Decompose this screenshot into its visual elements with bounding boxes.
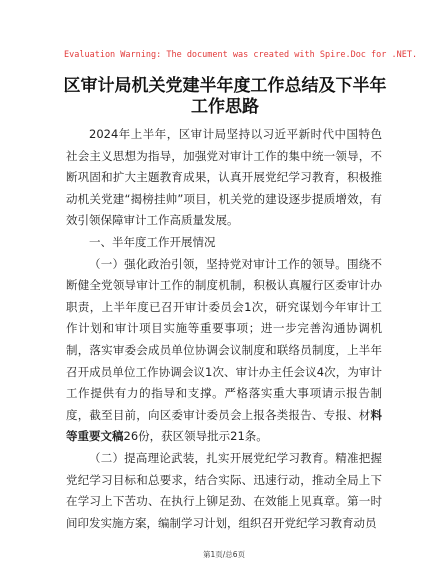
bold-text: 料等重要文稿 xyxy=(66,407,382,444)
intro-paragraph: 2024年上半年，区审计局坚持以习近平新时代中国特色社会主义思想为指导，加强党对审计工作的集中统一领导，不断巩固和扩大主题教育成果，认真开展党纪学习教育，积极推动机关党建“揭榜挂帅”项目，机关党的建设逐步提质增效，有效引领保障审计工作高质量发展。 xyxy=(66,127,382,228)
evaluation-warning: Evaluation Warning: The document was created with Spire.Doc for .NET. xyxy=(64,50,418,60)
paragraph-text: （一）强化政治引领，坚持党对审计工作的领导。围绕不断健全党领导审计工作的制度机制，积极认真履行区委审计办职责，上半年度已召开审计委员会1次，研究谋划今年审计工作计划和审计项目实施等重要事项；进一步完善沟通协调机制，落实审委会成员单位协调会议制度和联络员制度，上半年召开成员单位工作协调会议1次、审计办主任会议4次，为审计工作提供有力的指导和支撑。严格落实重大事项请示报告制度，截至目前，向区委审计委员会上报各类报告、专报、材 xyxy=(66,256,382,422)
paragraph-political-leadership xyxy=(66,254,382,448)
page-footer: 第1页/总6页 xyxy=(202,550,246,559)
paragraph-theory-study: （二）提高理论武装，扎实开展党纪学习教育。精准把握党纪学习目标和总要求，结合实际、迅速行动，推动全局上下在学习上下苦功、在执行上铆足劲、在效能上见真章。第一时间印发实施方案，编制学习计划，组织召开党纪学习教育动员 xyxy=(66,450,382,530)
section-heading: 一、半年度工作开展情况 xyxy=(89,234,216,249)
document-title: 区审计局机关党建半年度工作总结及下半年工作思路 xyxy=(63,76,387,117)
paragraph-text-tail: 26份，获区领导批示21条。 xyxy=(123,429,268,444)
document-body xyxy=(66,124,382,534)
